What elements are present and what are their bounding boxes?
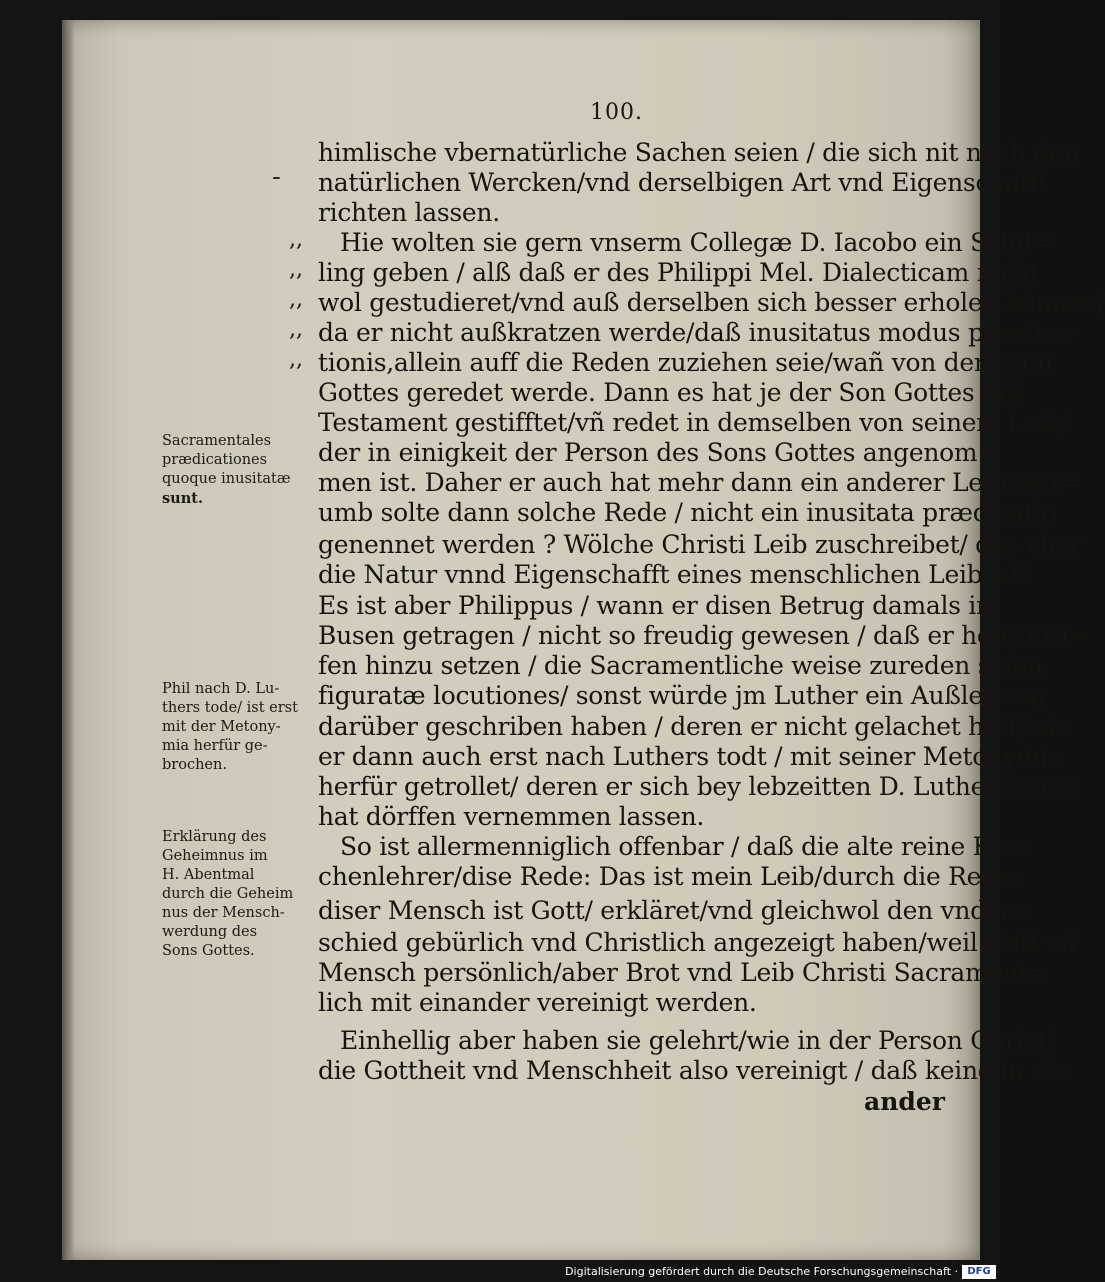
text-line: herfür getrollet/ deren er sich bey lebzeitten D. Luthers/nicht <box>318 772 1081 801</box>
margin-note-line: quoque inusitatæ <box>162 471 291 487</box>
margin-note-line: nus der Mensch- <box>162 905 285 921</box>
margin-note-line: Erklärung des <box>162 829 267 845</box>
margin-note-line: prædicationes <box>162 452 268 468</box>
margin-note <box>162 828 312 961</box>
page-gutter-shadow <box>62 20 74 1260</box>
text-line: chenlehrer/dise Rede: Das ist mein Leib/durch die Rede: <box>318 862 1020 891</box>
text-line: men ist. Daher er auch hat mehr dann ein anderer Leib/war= <box>318 468 1083 497</box>
text-line: fen hinzu setzen / die Sacramentliche weise zureden seien <box>318 651 1043 680</box>
text-line: er dann auch erst nach Luthers todt / mit seiner Metonymia <box>318 742 1063 771</box>
text-line: Gottes geredet werde. Dann es hat je der Son Gottes diß <box>318 378 1022 407</box>
text-line: ling geben / alß daß er des Philippi Mel. Dialecticam nicht <box>318 258 1040 287</box>
margin-note-line: werdung des <box>162 924 258 940</box>
text-line: Busen getragen / nicht so freudig gewesen / daß er hett dörf= <box>318 621 1091 650</box>
text-line: diser Mensch ist Gott/ erkläret/vnd gleichwol den vnder= <box>318 896 1033 925</box>
text-line: natürlichen Wercken/vnd derselbigen Art vnd Eigenschafft <box>318 168 1048 197</box>
text-line: Einhellig aber haben sie gelehrt/wie in der Person Christi <box>340 1026 1055 1055</box>
text-line: umb solte dann solche Rede / nicht ein inusitata prædicatio <box>318 498 1057 527</box>
margin-dash: - <box>272 162 281 192</box>
text-line: richten lassen. <box>318 198 500 227</box>
margin-note-line: mit der Metony- <box>162 719 281 735</box>
quote-mark: ,, <box>289 227 303 252</box>
margin-note-line: durch die Geheim <box>162 886 294 902</box>
margin-note-line: H. Abentmal <box>162 867 255 883</box>
margin-note-line: brochen. <box>162 757 227 773</box>
text-line: lich mit einander vereinigt werden. <box>318 988 757 1017</box>
text-line: So ist allermenniglich offenbar / daß die alte reine Kir= <box>340 832 1031 861</box>
margin-note-line: Geheimnus im <box>162 848 268 864</box>
catchword: ander <box>864 1087 945 1116</box>
margin-note-line: mia herfür ge- <box>162 738 268 754</box>
funding-notice: Digitalisierung gefördert durch die Deutsche Forschungsgemeinschaft · <box>565 1265 958 1278</box>
text-line: darüber geschriben haben / deren er nicht gelachet hett/wie <box>318 712 1070 741</box>
margin-note <box>162 432 312 508</box>
margin-note-line: Sons Gottes. <box>162 943 255 959</box>
text-line: der in einigkeit der Person des Sons Gottes angenom= <box>318 438 998 467</box>
dfg-logo: DFG <box>962 1265 996 1279</box>
text-line: Mensch persönlich/aber Brot vnd Leib Christi Sacrament= <box>318 958 1050 987</box>
text-line: genennet werden ? Wölche Christi Leib zuschreibet/ das vber <box>318 530 1082 559</box>
text-line: Es ist aber Philippus / wann er disen Betrug damals im <box>318 591 1000 620</box>
margin-note <box>162 680 312 775</box>
text-line: himlische vbernatürliche Sachen seien / die sich nit nach den <box>318 138 1080 167</box>
text-line: Testament gestifftet/vñ redet in demselben von seinem Leib/ <box>318 408 1070 437</box>
margin-note-line: sunt. <box>162 490 203 507</box>
text-line: schied gebürlich vnd Christlich angezeigt haben/weil Gott vñ <box>318 928 1077 957</box>
quote-mark: ,, <box>289 287 303 312</box>
margin-note-line: thers tode/ ist erst <box>162 700 298 716</box>
margin-note-line: Sacramentales <box>162 433 272 449</box>
text-line: hat dörffen vernemmen lassen. <box>318 802 705 831</box>
quote-mark: ,, <box>289 317 303 342</box>
text-line: figuratæ locutiones/ sonst würde jm Luther ein Außlegung <box>318 681 1046 710</box>
text-line: die Gottheit vnd Menschheit also vereinigt / daß keine in die <box>318 1056 1069 1085</box>
page-number: 100. <box>590 100 643 125</box>
text-line: wol gestudieret/vnd auß derselben sich besser erholen können/ <box>318 288 1105 317</box>
text-line: Hie wolten sie gern vnserm Collegæ D. Iacobo ein Schil= <box>340 228 1053 257</box>
text-line: tionis,allein auff die Reden zuziehen seie/wañ von dem Son <box>318 348 1053 377</box>
text-line: die Natur vnnd Eigenschafft eines menschlichen Leib ist? <box>318 560 1034 589</box>
quote-mark: ,, <box>289 347 303 372</box>
margin-note-line: Phil nach D. Lu- <box>162 681 280 697</box>
footer-bar <box>0 1262 1000 1282</box>
text-line: da er nicht außkratzen werde/daß inusitatus modus prædica- <box>318 318 1079 347</box>
quote-mark: ,, <box>289 257 303 282</box>
